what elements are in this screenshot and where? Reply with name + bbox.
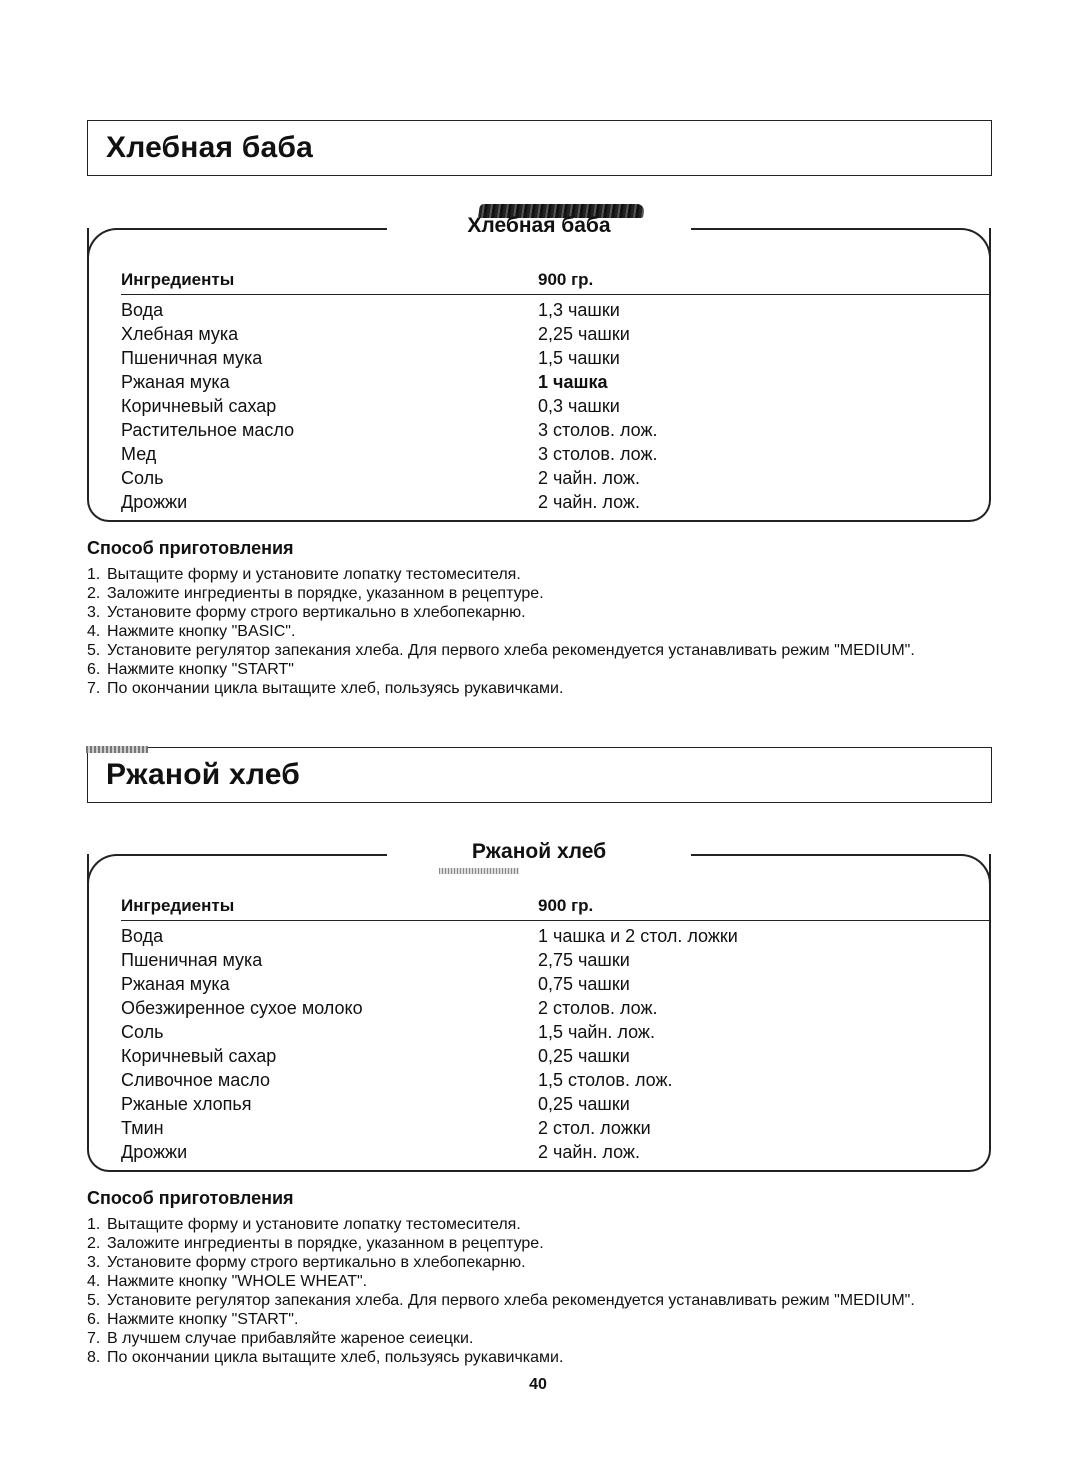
step-text: Установите форму строго вертикально в хлебопекарню. — [107, 604, 526, 621]
step-number: 7. — [87, 680, 101, 697]
recipe-1-header — [87, 120, 992, 176]
step-text: Установите форму строго вертикально в хлебопекарню. — [107, 1254, 526, 1271]
step-text: Вытащите форму и установите лопатку тестомесителя. — [107, 1216, 521, 1233]
step-number: 5. — [87, 642, 101, 659]
ingredient-row — [121, 1140, 989, 1164]
recipe-2-ingredients-box — [87, 840, 991, 1172]
step-item — [87, 584, 987, 603]
ingredient-name: Дрожжи — [121, 1142, 188, 1162]
ingredient-amount: 3 столов. лож. — [538, 444, 658, 464]
ingredient-name: Растительное масло — [121, 420, 295, 440]
ingredient-row — [121, 370, 989, 394]
ingredient-amount: 2 стол. ложки — [538, 1118, 651, 1138]
ingredient-row — [121, 442, 989, 466]
ingredient-amount: 2 чайн. лож. — [538, 492, 640, 512]
recipe-1-method-title: Способ приготовления — [87, 538, 294, 558]
ingredient-name: Пшеничная мука — [121, 950, 263, 970]
step-number: 1. — [87, 566, 101, 583]
recipe-1-steps — [87, 565, 987, 698]
amount-column-label: 900 гр. — [538, 896, 594, 915]
recipe-2-ingredient-list — [121, 924, 989, 1164]
ingredient-name: Мед — [121, 444, 157, 464]
step-number: 3. — [87, 604, 101, 621]
ingredient-name: Хлебная мука — [121, 324, 239, 344]
ingredient-row — [121, 322, 989, 346]
ingredient-row — [121, 996, 989, 1020]
recipe-1-box-title: Хлебная баба — [467, 214, 611, 237]
step-text: Заложите ингредиенты в порядке, указанном в рецептуре. — [107, 1235, 544, 1252]
print-smudge — [439, 868, 519, 874]
ingredients-column-label: Ингредиенты — [121, 896, 235, 915]
ingredient-amount: 1,5 чайн. лож. — [538, 1022, 655, 1042]
ingredient-name: Сливочное масло — [121, 1070, 270, 1090]
ingredient-row — [121, 346, 989, 370]
ingredient-name: Вода — [121, 926, 164, 946]
amount-column-label: 900 гр. — [538, 270, 594, 289]
ingredient-amount: 2,25 чашки — [538, 324, 630, 344]
ingredient-row — [121, 1044, 989, 1068]
ingredient-name: Соль — [121, 1022, 164, 1042]
step-number: 8. — [87, 1349, 101, 1366]
recipe-1-ingredients-box — [87, 214, 991, 522]
ingredient-amount: 1,5 чашки — [538, 348, 620, 368]
step-number: 4. — [87, 1273, 101, 1290]
ingredient-name: Тмин — [121, 1118, 164, 1138]
step-text: Нажмите кнопку "START" — [107, 661, 294, 678]
step-text: Заложите ингредиенты в порядке, указанном в рецептуре. — [107, 585, 544, 602]
step-number: 6. — [87, 1311, 101, 1328]
step-number: 3. — [87, 1254, 101, 1271]
ingredient-amount: 1 чашка и 2 стол. ложки — [538, 926, 738, 946]
step-item — [87, 1291, 987, 1310]
ingredient-name: Ржаные хлопья — [121, 1094, 252, 1114]
recipe-2-box-title: Ржаной хлеб — [471, 840, 607, 863]
step-number: 2. — [87, 1235, 101, 1252]
step-text: Установите регулятор запекания хлеба. Для первого хлеба рекомендуется устанавливать режим "MEDIUM". — [107, 1292, 915, 1309]
step-text: Нажмите кнопку "START". — [107, 1311, 299, 1328]
step-text: В лучшем случае прибавляйте жареное сеиецки. — [107, 1330, 474, 1347]
step-number: 5. — [87, 1292, 101, 1309]
step-number: 7. — [87, 1330, 101, 1347]
step-item — [87, 1329, 987, 1348]
step-item — [87, 1310, 987, 1329]
ingredient-row — [121, 1092, 989, 1116]
ingredient-row — [121, 924, 989, 948]
page-number: 40 — [529, 1376, 547, 1393]
ingredient-name: Пшеничная мука — [121, 348, 263, 368]
step-number: 6. — [87, 661, 101, 678]
ingredient-amount: 1 чашка — [538, 372, 608, 392]
recipe-2-header-title: Ржаной хлеб — [106, 758, 300, 791]
recipe-2-header — [87, 747, 992, 803]
ingredient-amount: 2 чайн. лож. — [538, 468, 640, 488]
ingredient-row — [121, 1020, 989, 1044]
step-item — [87, 1348, 987, 1367]
step-item — [87, 603, 987, 622]
recipe-2-ingredients-header — [121, 894, 989, 921]
recipe-2-method-title: Способ приготовления — [87, 1188, 294, 1208]
step-item — [87, 622, 987, 641]
step-item — [87, 660, 987, 679]
ingredient-amount: 1,3 чашки — [538, 300, 620, 320]
ingredient-row — [121, 298, 989, 322]
ingredient-name: Коричневый сахар — [121, 1046, 277, 1066]
recipe-1-header-title: Хлебная баба — [106, 131, 313, 164]
recipe-2-steps — [87, 1215, 987, 1367]
ingredient-name: Обезжиренное сухое молоко — [121, 998, 363, 1018]
ingredient-row — [121, 1068, 989, 1092]
step-item — [87, 1272, 987, 1291]
ingredients-column-label: Ингредиенты — [121, 270, 235, 289]
ingredient-name: Вода — [121, 300, 164, 320]
step-item — [87, 1234, 987, 1253]
step-number: 1. — [87, 1216, 101, 1233]
ingredient-row — [121, 972, 989, 996]
step-text: Нажмите кнопку "WHOLE WHEAT". — [107, 1273, 368, 1290]
ingredient-row — [121, 418, 989, 442]
ingredient-amount: 3 столов. лож. — [538, 420, 658, 440]
step-item — [87, 1215, 987, 1234]
ingredient-name: Соль — [121, 468, 164, 488]
step-text: Нажмите кнопку "BASIC". — [107, 623, 296, 640]
ingredient-name: Ржаная мука — [121, 372, 230, 392]
ingredient-amount: 0,25 чашки — [538, 1046, 630, 1066]
ingredient-row — [121, 394, 989, 418]
step-text: Установите регулятор запекания хлеба. Для первого хлеба рекомендуется устанавливать режим "MEDIUM". — [107, 642, 915, 659]
ingredient-amount: 2 чайн. лож. — [538, 1142, 640, 1162]
step-number: 2. — [87, 585, 101, 602]
step-item — [87, 679, 987, 698]
step-text: По окончании цикла вытащите хлеб, пользуясь рукавичками. — [107, 680, 564, 697]
ingredient-amount: 0,75 чашки — [538, 974, 630, 994]
ingredient-amount: 1,5 столов. лож. — [538, 1070, 673, 1090]
print-smudge — [86, 746, 148, 753]
step-text: По окончании цикла вытащите хлеб, пользуясь рукавичками. — [107, 1349, 564, 1366]
ingredient-row — [121, 466, 989, 490]
ingredient-name: Дрожжи — [121, 492, 188, 512]
step-item — [87, 1253, 987, 1272]
ingredient-amount: 2 столов. лож. — [538, 998, 658, 1018]
ingredient-amount: 0,25 чашки — [538, 1094, 630, 1114]
ingredient-row — [121, 948, 989, 972]
ingredient-name: Коричневый сахар — [121, 396, 277, 416]
ingredient-amount: 0,3 чашки — [538, 396, 620, 416]
ingredient-row — [121, 490, 989, 514]
ingredient-name: Ржаная мука — [121, 974, 230, 994]
recipe-1-ingredients-header — [121, 268, 989, 295]
ingredient-row — [121, 1116, 989, 1140]
step-number: 4. — [87, 623, 101, 640]
step-text: Вытащите форму и установите лопатку тестомесителя. — [107, 566, 521, 583]
step-item — [87, 641, 987, 660]
step-item — [87, 565, 987, 584]
ingredient-amount: 2,75 чашки — [538, 950, 630, 970]
recipe-1-ingredient-list — [121, 298, 989, 514]
